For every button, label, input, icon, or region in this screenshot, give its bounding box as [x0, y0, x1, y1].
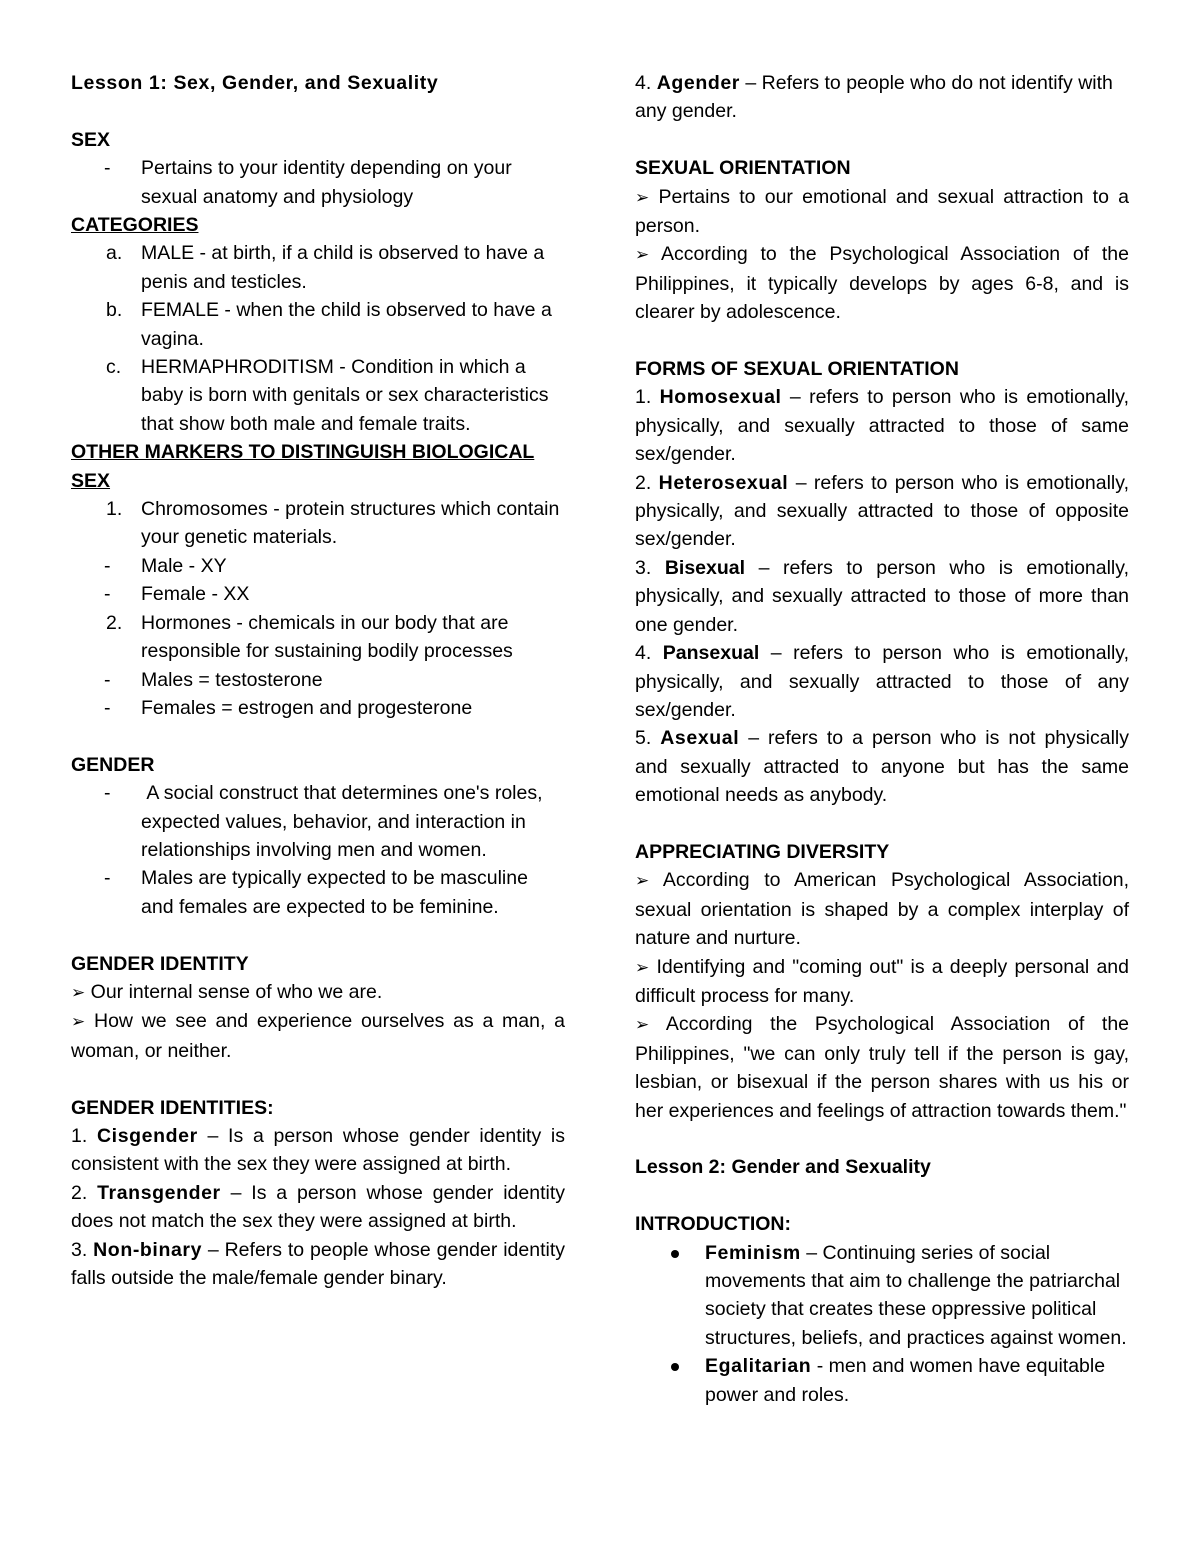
marker-item: - Males = testosterone: [71, 666, 565, 694]
intro-item: Egalitarian - men and women have equitable power and roles.: [635, 1352, 1129, 1409]
arrow-bullet-icon: ➢: [635, 245, 650, 266]
gender-identity-item: 3. Non-binary – Refers to people whose gender identity falls outside the male/female gender binary.: [71, 1238, 565, 1289]
gender-identity-item: 2. Transgender – Is a person whose gender identity does not match the sex they were assigned at birth.: [71, 1181, 565, 1233]
form-item: 5. Asexual – refers to a person who is not physically and sexually attracted to anyone but has the same emotional needs as anybody.: [635, 727, 1129, 807]
form-item: 3. Bisexual – refers to person who is emotionally, physically, and sexually attracted to those of more than one gender.: [635, 556, 1129, 636]
dash-marker: -: [104, 583, 111, 606]
dash-marker: -: [104, 867, 111, 890]
diversity-point: ➢ According the Psychological Association of the Philippines, "we can only truly tell if the person is gay, lesbian, or bisexual if the person shares with us his or her experiences and feelings of attraction towards them.": [635, 1013, 1130, 1122]
term: Transgender: [97, 1181, 221, 1204]
arrow-bullet-icon: ➢: [71, 982, 86, 1003]
term: Feminism: [705, 1241, 801, 1264]
forms-heading: FORMS OF SEXUAL ORIENTATION: [635, 358, 959, 381]
categories-heading: CATEGORIES: [71, 214, 199, 237]
sex-heading: SEX: [71, 128, 111, 151]
dash-marker: -: [104, 157, 111, 180]
list-marker: 2.: [106, 611, 123, 634]
lesson2-title: Lesson 2: Gender and Sexuality: [635, 1156, 931, 1179]
gender-item: - Males are typically expected to be masculine and females are expected to be feminine.: [71, 864, 565, 921]
diversity-point: ➢ According to American Psychological Association, sexual orientation is shaped by a complex interplay of nature and nurture.: [635, 869, 1129, 950]
diversity-heading: APPRECIATING DIVERSITY: [635, 840, 890, 863]
orientation-heading: SEXUAL ORIENTATION: [635, 157, 851, 180]
markers-heading: OTHER MARKERS TO DISTINGUISH BIOLOGICAL SEX: [71, 441, 535, 492]
gender-identity-point: ➢ How we see and experience ourselves as a man, a woman, or neither.: [71, 1010, 565, 1062]
form-item: 1. Homosexual – refers to person who is emotionally, physically, and sexually attracted to those of same sex/gender.: [635, 386, 1129, 466]
arrow-bullet-icon: ➢: [71, 1012, 86, 1033]
term: Asexual: [660, 727, 740, 750]
category-item: c. HERMAPHRODITISM - Condition in which a baby is born with genitals or sex characteristics that show both male and female traits.: [71, 353, 565, 438]
bullet-icon: [671, 1250, 679, 1258]
gender-identity-heading: GENDER IDENTITY: [71, 952, 249, 975]
bullet-icon: [671, 1363, 679, 1371]
left-column: [71, 69, 565, 1292]
marker-item: 2. Hormones - chemicals in our body that are responsible for sustaining bodily processes: [71, 609, 565, 666]
term: Heterosexual: [658, 471, 789, 494]
gender-heading: GENDER: [71, 753, 155, 776]
dash-marker: -: [104, 696, 111, 719]
gender-identity-point: ➢ Our internal sense of who we are.: [71, 980, 383, 1003]
intro-item: Feminism – Continuing series of social movements that aim to challenge the patriarchal society that creates these oppressive political structures, beliefs, and practices against women.: [635, 1239, 1129, 1353]
marker-item: 1. Chromosomes - protein structures which contain your genetic materials.: [71, 495, 565, 552]
gender-item: - A social construct that determines one's roles, expected values, behavior, and interaction in relationships involving men and women.: [71, 779, 565, 864]
diversity-point: ➢ Identifying and "coming out" is a deeply personal and difficult process for many.: [635, 955, 1129, 1007]
right-column: [635, 69, 1129, 1409]
arrow-bullet-icon: ➢: [635, 957, 650, 978]
agender-item: 4. Agender – Refers to people who do not identify with any gender.: [635, 72, 1113, 123]
marker-item: - Female - XX: [71, 580, 565, 608]
term: Homosexual: [659, 386, 782, 409]
term: Non-binary: [93, 1238, 203, 1261]
arrow-bullet-icon: ➢: [635, 1015, 650, 1036]
marker-item: - Male - XY: [71, 552, 565, 580]
term: Egalitarian: [705, 1355, 812, 1378]
marker-item: - Females = estrogen and progesterone: [71, 694, 565, 722]
arrow-bullet-icon: ➢: [635, 187, 650, 208]
dash-marker: -: [104, 782, 111, 805]
arrow-bullet-icon: ➢: [635, 871, 650, 892]
list-marker: 1.: [106, 498, 123, 521]
dash-marker: -: [104, 668, 111, 691]
category-item: b. FEMALE - when the child is observed to have a vagina.: [71, 296, 565, 353]
orientation-point: ➢ According to the Psychological Association of the Philippines, it typically develops by ages 6-8, and is clearer by adolescence.: [635, 243, 1129, 324]
lesson1-title: Lesson 1: Sex, Gender, and Sexuality: [71, 72, 439, 94]
gender-identity-item: 1. Cisgender – Is a person whose gender identity is consistent with the sex they were assigned at birth.: [71, 1124, 565, 1176]
term: Pansexual: [662, 642, 760, 665]
form-item: 4. Pansexual – refers to person who is emotionally, physically, and sexually attracted to those of any sex/gender.: [635, 642, 1129, 721]
list-marker: a.: [106, 242, 123, 265]
category-item: a. MALE - at birth, if a child is observed to have a penis and testicles.: [71, 239, 565, 296]
dash-marker: -: [104, 554, 111, 577]
orientation-point: ➢ Pertains to our emotional and sexual attraction to a person.: [635, 185, 1130, 238]
gender-identities-heading: GENDER IDENTITIES:: [71, 1096, 274, 1119]
term: Bisexual: [664, 556, 746, 579]
intro-heading: INTRODUCTION:: [635, 1213, 791, 1236]
sex-definition: - Pertains to your identity depending on your sexual anatomy and physiology: [71, 154, 565, 211]
term: Cisgender: [97, 1124, 198, 1147]
term: Agender: [656, 72, 740, 94]
form-item: 2. Heterosexual – refers to person who is emotionally, physically, and sexually attracted to those of opposite sex/gender.: [635, 471, 1129, 551]
list-marker: b.: [106, 299, 123, 322]
list-marker: c.: [106, 356, 122, 379]
